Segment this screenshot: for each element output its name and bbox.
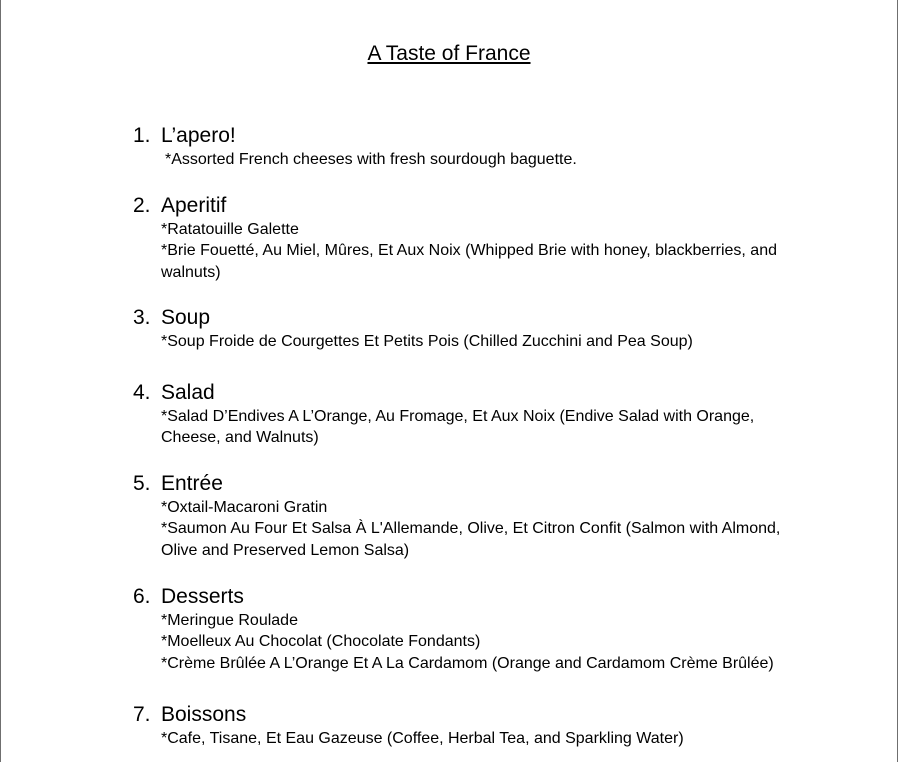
course-heading: [1, 305, 897, 331]
course-item: [1, 584, 897, 674]
course-number: 5.: [133, 472, 151, 495]
course-item: [1, 471, 897, 561]
dish-item: *Meringue Roulade: [161, 612, 298, 629]
dish-item: *Ratatouille Galette: [161, 221, 299, 238]
dish-item: *Salad D’Endives A L’Orange, Au Fromage, Et Aux Noix (Endive Salad with Orange, Cheese, and Walnuts): [161, 408, 755, 447]
course-name: Desserts: [161, 585, 244, 608]
dish-item: *Brie Fouetté, Au Miel, Mûres, Et Aux Noix (Whipped Brie with honey, blackberries, and walnuts): [161, 242, 777, 281]
dish-list: [1, 331, 897, 352]
dish-list: [1, 497, 897, 561]
course-number: 3.: [133, 306, 151, 329]
dish-item: *Oxtail-Macaroni Gratin: [161, 499, 328, 516]
course-item: [1, 305, 897, 352]
course-number: 1.: [133, 124, 151, 147]
dish-list: [1, 149, 897, 170]
course-number: 4.: [133, 381, 151, 404]
dish-item: *Cafe, Tisane, Et Eau Gazeuse (Coffee, Herbal Tea, and Sparkling Water): [161, 730, 684, 747]
course-heading: [1, 584, 897, 610]
course-item: [1, 123, 897, 170]
course-heading: [1, 380, 897, 406]
course-item: [1, 380, 897, 449]
course-number: 7.: [133, 703, 151, 726]
dish-list: [1, 406, 897, 449]
course-name: Boissons: [161, 703, 247, 726]
course-heading: [1, 123, 897, 149]
dish-item: *Saumon Au Four Et Salsa À L'Allemande, Olive, Et Citron Confit (Salmon with Almond, Olive and Preserved Lemon Salsa): [161, 520, 781, 559]
course-name: L’apero!: [161, 124, 236, 147]
course-item: [1, 702, 897, 749]
dish-item: *Crème Brûlée A L’Orange Et A La Cardamom (Orange and Cardamom Crème Brûlée): [161, 654, 774, 672]
dish-list: [1, 728, 897, 749]
course-item: [1, 193, 897, 283]
course-name: Entrée: [161, 472, 223, 495]
document-title: A Taste of France: [367, 42, 531, 65]
course-heading: [1, 193, 897, 219]
dish-item: *Soup Froide de Courgettes Et Petits Pois (Chilled Zucchini and Pea Soup): [161, 333, 693, 350]
dish-item: *Assorted French cheeses with fresh sourdough baguette.: [165, 151, 577, 168]
course-name: Salad: [161, 381, 215, 404]
dish-item: *Moelleux Au Chocolat (Chocolate Fondants): [161, 633, 481, 651]
dish-list: [1, 610, 897, 674]
course-heading: [1, 702, 897, 728]
course-name: Soup: [161, 306, 211, 329]
course-number: 2.: [133, 194, 151, 217]
course-number: 6.: [133, 585, 151, 608]
dish-list: [1, 219, 897, 283]
course-heading: [1, 471, 897, 497]
course-name: Aperitif: [161, 194, 227, 217]
course-list: [1, 0, 897, 762]
